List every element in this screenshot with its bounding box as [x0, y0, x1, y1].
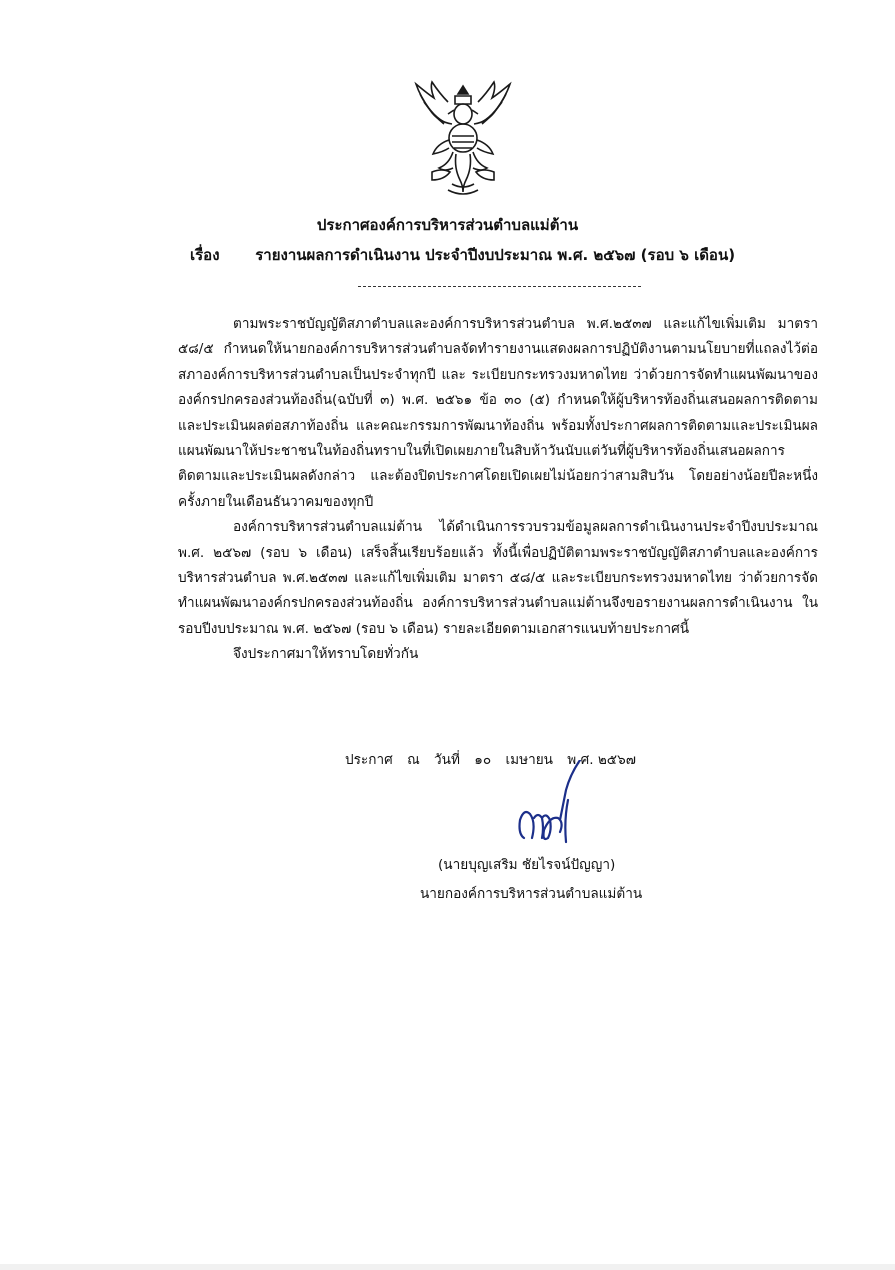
announce-year: พ.ศ. ๒๕๖๗ — [567, 752, 636, 768]
separator-line — [358, 286, 641, 287]
announcement-body — [178, 312, 818, 668]
subject-line — [190, 243, 735, 267]
subject-label: เรื่อง — [190, 246, 220, 264]
paragraph-2: องค์การบริหารส่วนตำบลแม่ต้าน ได้ดำเนินการรวบรวมข้อมูลผลการดำเนินงานประจำปีงบประมาณ พ.ศ. ๒๕๖๗ (รอบ ๖ เดือน) เสร็จสิ้นเรียบร้อยแล้ว ทั้งนี้เพื่อปฏิบัติตามพระราชบัญญัติสภาตำบลและองค์การบริหารส่วนตำบล พ.ศ.๒๕๓๗ และแก้ไขเพิ่มเติม มาตรา ๕๘/๕ และระเบียบกระทรวงมหาดไทย ว่าด้วยการจัดทำแผนพัฒนาองค์กรปกครองส่วนท้องถิ่น องค์การบริหารส่วนตำบลแม่ต้านจึงขอรายงานผลการดำเนินงาน ในรอบปีงบประมาณ พ.ศ. ๒๕๖๗ (รอบ ๖ เดือน) รายละเอียดตามเอกสารแนบท้ายประกาศนี้ — [178, 519, 818, 637]
paragraph-1: ตามพระราชบัญญัติสภาตำบลและองค์การบริหารส่วนตำบล พ.ศ.๒๕๓๗ และแก้ไขเพิ่มเติม มาตรา ๕๘/๕ กำหนดให้นายกองค์การบริหารส่วนตำบลจัดทำรายงานแสดงผลการปฏิบัติงานตามนโยบายที่แถลงไว้ต่อสภาองค์การบริหารส่วนตำบลเป็นประจำทุกปี และ ระเบียบกระทรวงมหาดไทย ว่าด้วยการจัดทำแผนพัฒนาขององค์กรปกครองส่วนท้องถิ่น(ฉบับที่ ๓) พ.ศ. ๒๕๖๑ ข้อ ๓๐ (๕) กำหนดให้ผู้บริหารท้องถิ่นเสนอผลการติดตามและประเมินผลต่อสภาท้องถิ่น และคณะกรรมการพัฒนาท้องถิ่น พร้อมทั้งประกาศผลการติดตามและประเมินผลแผนพัฒนาให้ประชาชนในท้องถิ่นทราบในที่เปิดเผยภายในสิบห้าวันนับแต่วันที่ผู้บริหารท้องถิ่นเสนอผลการติดตามและประเมินผลดังกล่าว และต้องปิดประกาศโดยเปิดเผยไม่น้อยกว่าสามสิบวัน โดยอย่างน้อยปีละหนึ่งครั้งภายในเดือนธันวาคมของทุกปี — [178, 316, 818, 510]
announce-at: ณ — [407, 752, 420, 768]
announce-day: ๑๐ — [474, 752, 492, 768]
signer-position: นายกองค์การบริหารส่วนตำบลแม่ต้าน — [420, 886, 643, 902]
announcement-title: ประกาศองค์การบริหารส่วนตำบลแม่ต้าน — [316, 216, 579, 234]
closing-line: จึงประกาศมาให้ทราบโดยทั่วกัน — [233, 646, 419, 663]
subject-text: รายงานผลการดำเนินงาน ประจำปีงบประมาณ พ.ศ. ๒๕๖๗ (รอบ ๖ เดือน) — [255, 246, 736, 264]
announce-month: เมษายน — [505, 752, 553, 768]
day-label: วันที่ — [434, 752, 460, 768]
signer-name: (นายบุญเสริม ชัยไรจน์ปัญญา) — [438, 857, 616, 873]
garuda-emblem-icon — [408, 80, 518, 198]
scan-bottom-edge — [0, 1264, 895, 1270]
announce-word: ประกาศ — [345, 752, 393, 768]
